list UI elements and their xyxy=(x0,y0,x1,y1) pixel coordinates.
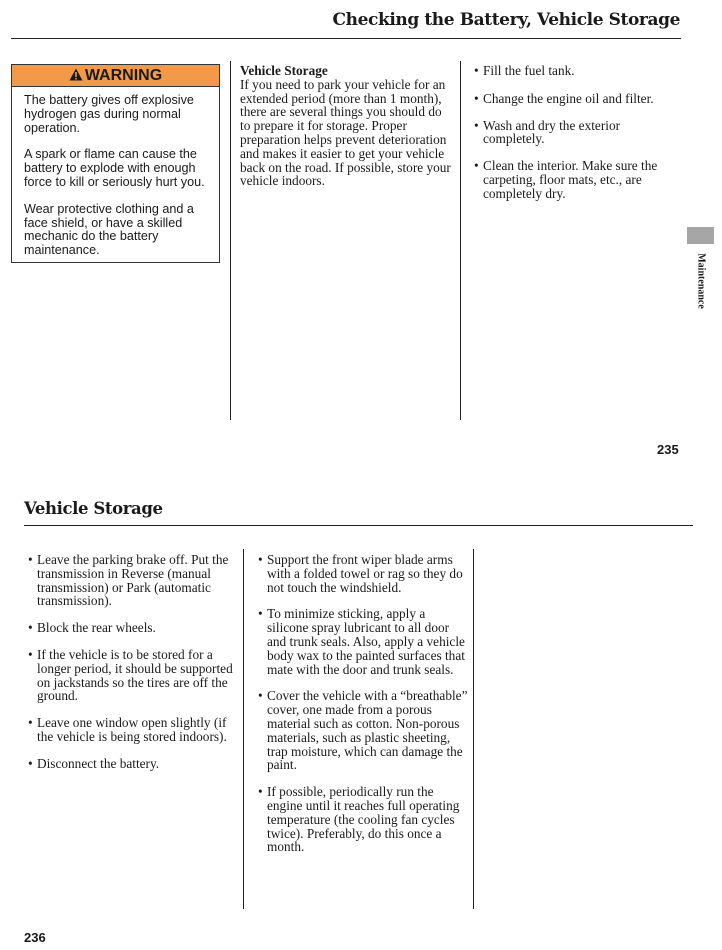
warning-body xyxy=(12,87,219,258)
left-column xyxy=(28,553,236,771)
header-rule xyxy=(11,38,681,39)
list-item: • Block the rear wheels. xyxy=(28,621,236,635)
column-divider xyxy=(230,61,231,420)
column-divider xyxy=(460,61,461,420)
list-item: • Wash and dry the exterior completely. xyxy=(474,119,679,147)
middle-column xyxy=(258,553,469,854)
warning-paragraph: The battery gives off explosive hydrogen gas during normal operation. xyxy=(24,93,194,135)
section-title: Vehicle Storage xyxy=(24,499,163,518)
list-item: • Disconnect the battery. xyxy=(28,757,236,771)
storage-intro xyxy=(240,64,455,188)
list-item: • Leave one window open slightly (if the vehicle is being stored indoors). xyxy=(28,716,236,744)
list-item: • Clean the interior. Make sure the carpeting, floor mats, etc., are completely dry. xyxy=(474,159,679,200)
list-item: • To minimize sticking, apply a silicone spray lubricant to all door and trunk seals. Also, apply a vehicle body wax to the painted surfaces that mate with the door and trunk seals. xyxy=(258,607,469,676)
page-number: 236 xyxy=(24,930,46,945)
section-tab xyxy=(687,227,714,244)
bullet-list xyxy=(258,553,469,854)
page-number: 235 xyxy=(657,442,679,457)
column-divider xyxy=(473,549,474,909)
column-divider xyxy=(243,549,244,909)
list-item: • Cover the vehicle with a “breathable” cover, one made from a porous material such as cotton. Non-porous materials, such as plastic sheeting, trap moisture, which can damage the paint. xyxy=(258,689,469,772)
bullet-list xyxy=(474,64,679,201)
list-item: • Leave the parking brake off. Put the transmission in Reverse (manual transmission) or Park (automatic transmission). xyxy=(28,553,236,608)
warning-label: WARNING xyxy=(84,67,163,84)
page-header-title: Checking the Battery, Vehicle Storage xyxy=(332,10,680,30)
section-rule xyxy=(24,525,693,526)
list-item: • Support the front wiper blade arms with a folded towel or rag so they do not touch the windshield. xyxy=(258,553,469,594)
warning-header xyxy=(12,65,219,87)
list-item: • If the vehicle is to be stored for a longer period, it should be supported on jackstands so the tires are off the ground. xyxy=(28,648,236,703)
warning-box xyxy=(11,64,220,263)
storage-heading: Vehicle Storage xyxy=(240,63,328,78)
list-item: • If possible, periodically run the engine until it reaches full operating temperature (the cooling fan cycles twice). Preferably, do this once a month. xyxy=(258,785,469,854)
warning-paragraph: A spark or flame can cause the battery to explode with enough force to kill or seriously hurt you. xyxy=(24,147,205,189)
list-item: • Fill the fuel tank. xyxy=(474,64,679,78)
right-column xyxy=(474,64,679,201)
warning-triangle-icon xyxy=(69,68,83,81)
section-tab-label: Maintenance xyxy=(695,253,707,309)
warning-paragraph: Wear protective clothing and a face shield, or have a skilled mechanic do the battery maintenance. xyxy=(24,201,194,258)
list-item: • Change the engine oil and filter. xyxy=(474,92,679,106)
bullet-list xyxy=(28,553,236,771)
storage-text: If you need to park your vehicle for an extended period (more than 1 month), there are several things you should do to prepare it for storage. Proper preparation helps prevent deterioration and makes it easier to get your vehicle back on the road. If possible, store your vehicle indoors. xyxy=(240,76,451,189)
